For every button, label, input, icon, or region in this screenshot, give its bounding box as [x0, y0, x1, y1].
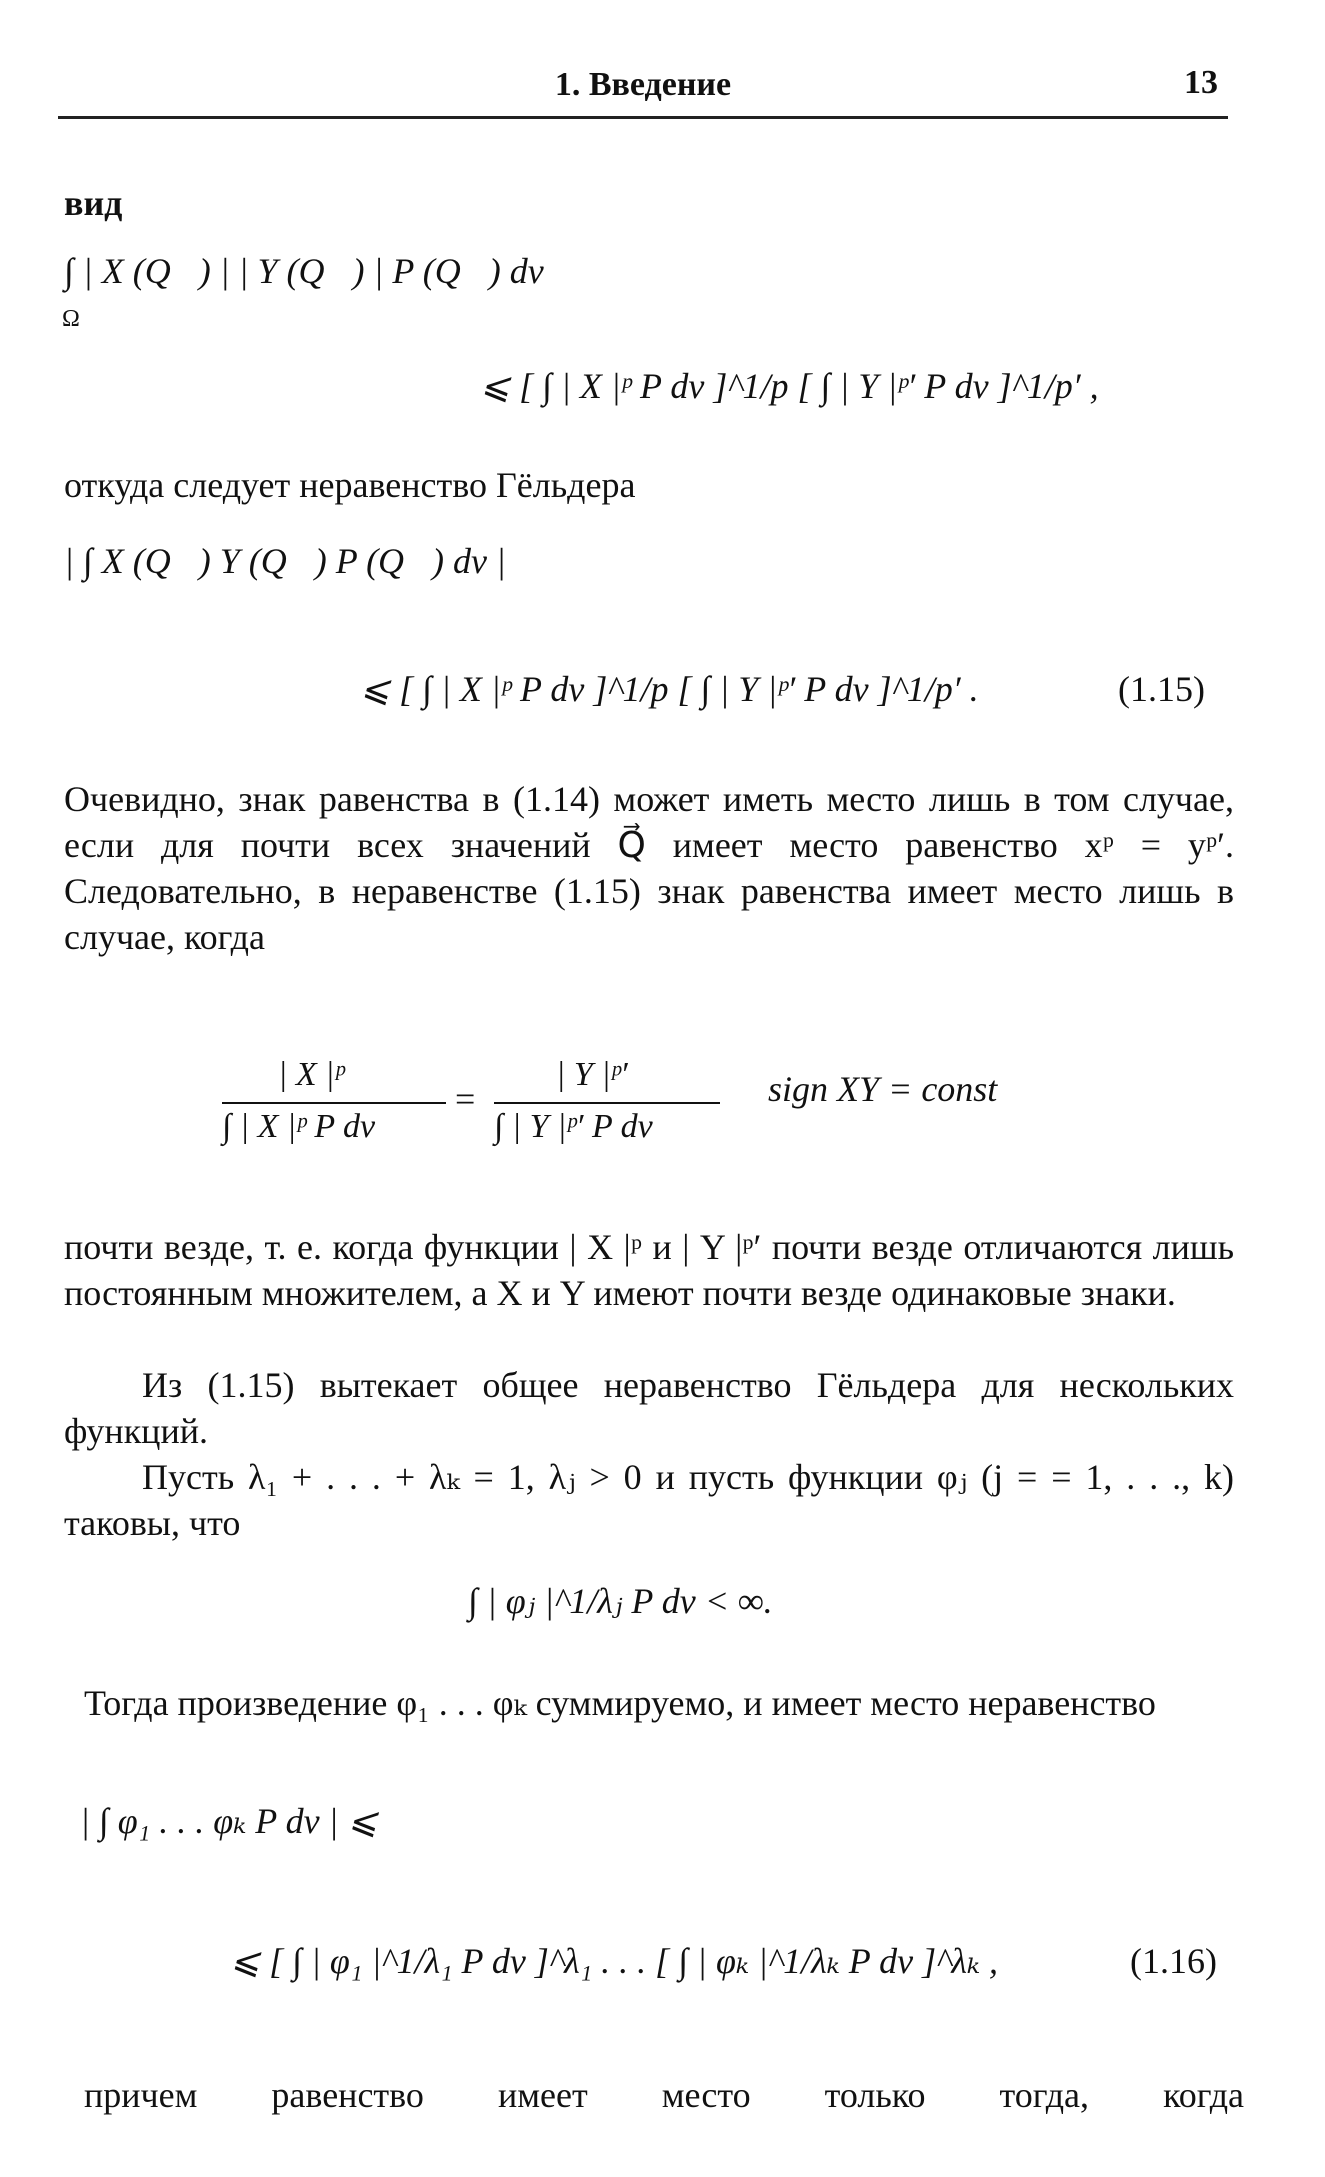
- equation-1-line-1: ∫ | X (Q⃗) | | Y (Q⃗) | P (Q⃗) dv ⩽: [64, 251, 581, 291]
- paragraph-holder: откуда следует неравенство Гёльдера: [64, 465, 636, 505]
- equation-4: ∫ | φⱼ |^1/λⱼ P dv < ∞.: [468, 1581, 773, 1621]
- paragraph-from: Из (1.15) вытекает общее неравенство Гёльдера для нескольких функций.: [64, 1365, 1234, 1451]
- equation-number-1-15: (1.15): [1118, 669, 1205, 709]
- fraction-right-bar: [494, 1102, 720, 1104]
- equation-5-line-2: ⩽ [ ∫ | φ₁ |^1/λ₁ P dv ]^λ₁ . . . [ ∫ | φₖ |^1/λₖ P dv ]^λₖ ,: [230, 1941, 999, 1981]
- equation-2-line-2: ⩽ [ ∫ | X |ᵖ P dv ]^1/p [ ∫ | Y |ᵖ′ P dv ]^1/p′ .: [360, 669, 979, 709]
- paragraph-let: Пусть λ₁ + . . . + λₖ = 1, λⱼ > 0 и пусть функции φⱼ (j = = 1, . . ., k) таковы, что: [64, 1457, 1234, 1543]
- equation-5-line-1: | ∫ φ₁ . . . φₖ P dv | ⩽: [80, 1801, 378, 1841]
- fraction-right-denominator: ∫ | Y |ᵖ′ P dv: [494, 1108, 653, 1145]
- paragraph-then: Тогда произведение φ₁ . . . φₖ суммируемо, и имеет место неравенство: [84, 1683, 1156, 1723]
- fraction-left-bar: [222, 1102, 446, 1104]
- omega-subscript: Ω: [62, 306, 80, 332]
- equation-number-1-16: (1.16): [1130, 1941, 1217, 1981]
- equation-1-line-2: ⩽ [ ∫ | X |ᵖ P dv ]^1/p [ ∫ | Y |ᵖ′ P dv ]^1/p′ ,: [480, 366, 1099, 406]
- chapter-title: 1. Введение: [554, 66, 732, 103]
- paragraph-vid: вид: [64, 183, 123, 223]
- paragraph-last: причем равенство имеет место только тогда, когда: [84, 2075, 1244, 2115]
- equals-sign: =: [455, 1079, 476, 1119]
- sign-xy-const: sign XY = const: [768, 1069, 998, 1109]
- running-header: [58, 62, 1228, 119]
- equation-2-line-1: | ∫ X (Q⃗) Y (Q⃗) P (Q⃗) dv | ⩽: [64, 541, 543, 581]
- fraction-left-numerator: | X |ᵖ: [278, 1056, 345, 1093]
- fraction-right-numerator: | Y |ᵖ′: [556, 1056, 628, 1093]
- paragraph-almost: почти везде, т. е. когда функции | X |ᵖ и | Y |ᵖ′ почти везде отличаются лишь постоянным множителем, а X и Y имеют почти везде одинаковые знаки.: [64, 1227, 1234, 1313]
- paragraph-obvious: Очевидно, знак равенства в (1.14) может иметь место лишь в том случае, если для почти всех значений Q⃗ имеет место равенство xᵖ = yᵖ′. Следовательно, в неравенстве (1.15) знак равенства имеет место лишь в случае, когда: [64, 779, 1234, 957]
- fraction-left-denominator: ∫ | X |ᵖ P dv: [222, 1108, 376, 1145]
- page-number: 13: [1184, 64, 1218, 101]
